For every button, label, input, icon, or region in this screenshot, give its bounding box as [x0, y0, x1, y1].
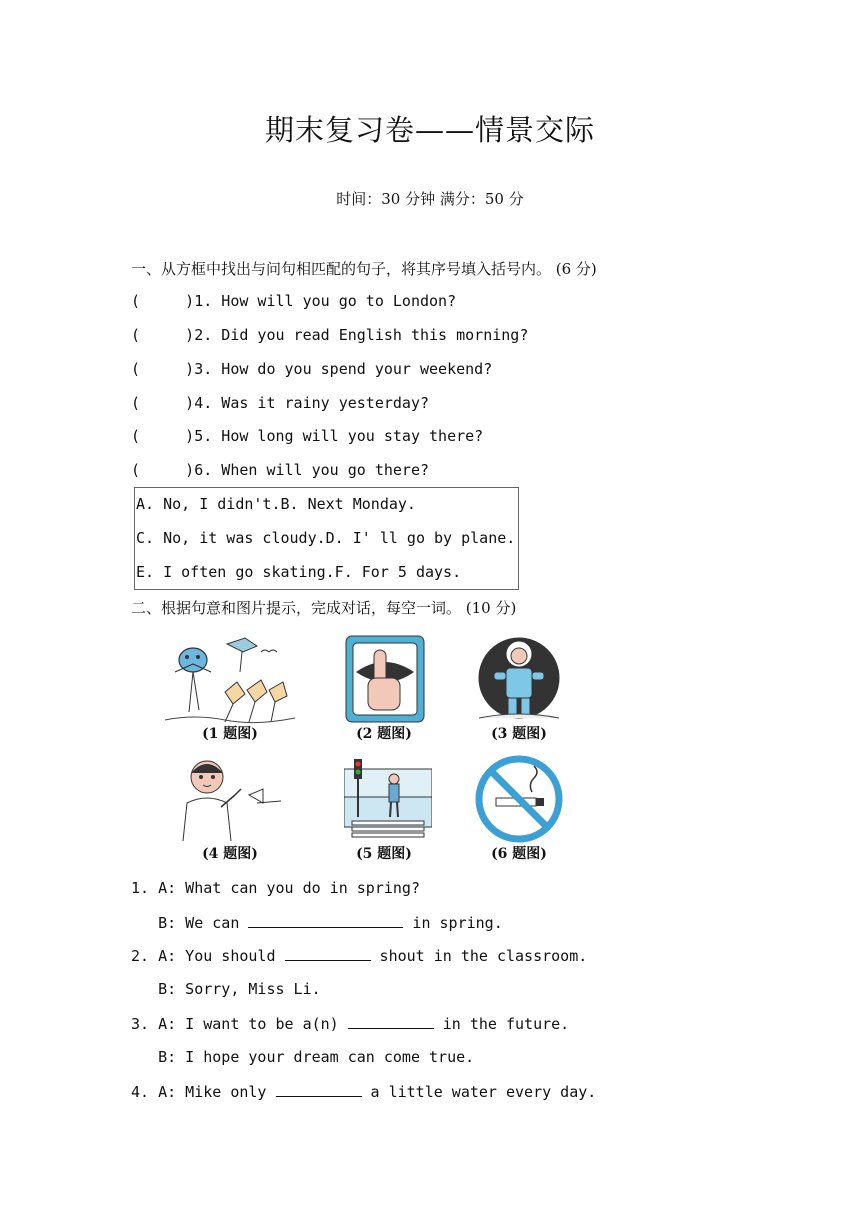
section2-heading: 二、根据句意和图片提示，完成对话，每空一词。 (10 分)	[131, 599, 517, 617]
dialog-3a: 3. A: I want to be a(n) in the future.	[131, 1015, 570, 1033]
page-title: 期末复习卷——情景交际	[264, 113, 595, 147]
caption-1: (1 题图)	[202, 726, 258, 742]
kites-picture	[165, 632, 295, 724]
question-2: ( )2. Did you read English this morning?	[131, 326, 529, 344]
caption-4: (4 题图)	[202, 846, 258, 862]
exam-meta: 时间：30 分钟 满分：50 分	[336, 190, 524, 208]
no-smoking-picture	[474, 754, 564, 844]
answer-blank-1[interactable]	[248, 913, 403, 928]
dialog-1b: B: We can in spring.	[131, 914, 503, 932]
dialog-1a: 1. A: What can you do in spring?	[131, 879, 420, 897]
option-line-2: C. No, it was cloudy.D. I' ll go by plane.	[136, 529, 516, 547]
option-line-1: A. No, I didn't.B. Next Monday.	[136, 495, 416, 513]
crossing-picture	[344, 757, 432, 841]
question-3: ( )3. How do you spend your weekend?	[131, 360, 493, 378]
dialog-2b: B: Sorry, Miss Li.	[131, 980, 321, 998]
dialog-4a: 4. A: Mike only a little water every day.	[131, 1083, 597, 1101]
answer-blank-4[interactable]	[276, 1082, 362, 1097]
question-4: ( )4. Was it rainy yesterday?	[131, 394, 430, 412]
caption-6: (6 题图)	[491, 846, 547, 862]
caption-2: (2 题图)	[356, 726, 412, 742]
astronaut-picture	[474, 632, 564, 724]
dialog-3b: B: I hope your dream can come true.	[131, 1048, 475, 1066]
answer-blank-3[interactable]	[348, 1014, 434, 1029]
question-5: ( )5. How long will you stay there?	[131, 427, 484, 445]
question-1: ( )1. How will you go to London?	[131, 292, 457, 310]
quiet-sign-picture	[344, 634, 426, 724]
section1-heading: 一、从方框中找出与问句相匹配的句子，将其序号填入括号内。 (6 分)	[131, 260, 597, 278]
dialog-2a: 2. A: You should shout in the classroom.	[131, 947, 588, 965]
answer-blank-2[interactable]	[285, 946, 371, 961]
caption-3: (3 题图)	[491, 726, 547, 742]
boy-refusing-picture	[165, 755, 295, 843]
question-6: ( )6. When will you go there?	[131, 461, 430, 479]
caption-5: (5 题图)	[356, 846, 412, 862]
option-line-3: E. I often go skating.F. For 5 days.	[136, 563, 462, 581]
